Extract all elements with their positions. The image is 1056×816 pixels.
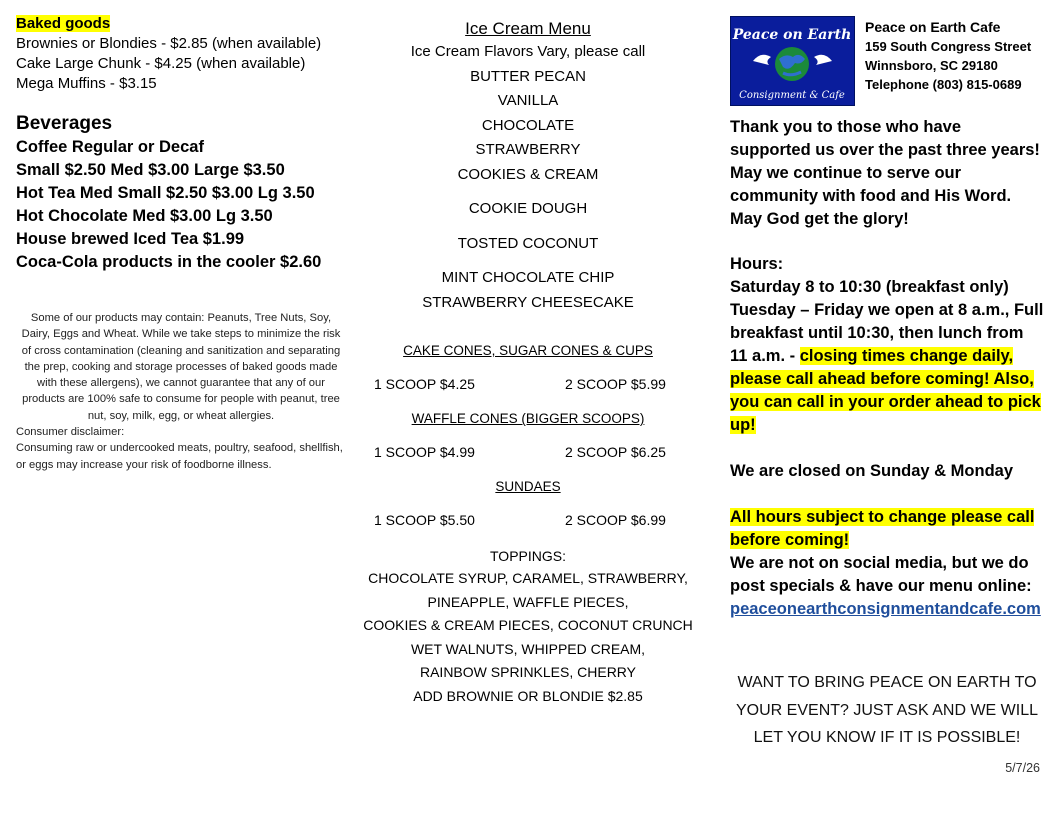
topping-line: PINEAPPLE, WAFFLE PIECES, [427,593,629,610]
cafe-header [730,14,1044,104]
topping-line: CHOCOLATE SYRUP, CARAMEL, STRAWBERRY, [368,570,688,586]
cafe-logo [730,16,855,106]
hours-saturday: Saturday 8 to 10:30 (breakfast only) [730,278,1009,296]
flavor-item: BUTTER PECAN [470,67,586,85]
flavor-item: STRAWBERRY CHEESECAKE [422,293,634,311]
waffle-heading: WAFFLE CONES (BIGGER SCOOPS) [411,411,645,426]
price-two-scoop: 2 SCOOP $6.25 [565,444,666,460]
flavors-note: Ice Cream Flavors Vary, please call [410,43,646,60]
hours-notice: All hours subject to change please call before coming! [730,508,1035,549]
globe-icon [775,47,809,81]
beverage-item: Small $2.50 Med $3.00 Large $3.50 [16,161,285,179]
flavor-item: CHOCOLATE [481,116,575,134]
right-column [730,14,1044,752]
cones-heading: CAKE CONES, SUGAR CONES & CUPS [403,343,653,358]
flavor-item: COOKIE DOUGH [468,200,588,217]
cones-prices [360,373,696,395]
price-two-scoop: 2 SCOOP $6.99 [565,512,666,528]
closing-note: closing times change daily, please call ahead before coming! Also, you can call in your order ahead to pick up! [730,347,1041,434]
price-one-scoop: 1 SCOOP $5.50 [374,512,475,528]
toppings-title: TOPPINGS: [490,548,566,564]
event-callout: WANT TO BRING PEACE ON EARTH TO YOUR EVENT? JUST ASK AND WE WILL LET YOU KNOW IF IT IS POSSIBLE! [736,674,1038,746]
cafe-name: Peace on Earth Cafe [865,19,1001,35]
baked-item: Cake Large Chunk - $4.25 (when available) [16,55,306,72]
sundae-prices [360,509,696,531]
baked-item: Mega Muffins - $3.15 [16,75,157,92]
consumer-disclaimer-text: Consuming raw or undercooked meats, poultry, seafood, shellfish, or eggs may increase your risk of foodborne illness. [16,442,343,472]
flavor-item: STRAWBERRY [475,141,581,158]
price-two-scoop: 2 SCOOP $5.99 [565,376,666,392]
baked-item: Brownies or Blondies - $2.85 (when available) [16,35,322,52]
ice-cream-title: Ice Cream Menu [465,19,591,38]
topping-line: WET WALNUTS, WHIPPED CREAM, [410,640,646,657]
flavor-item: MINT CHOCOLATE CHIP [441,269,615,286]
consumer-disclaimer-label: Consumer disclaimer: [16,426,125,439]
logo-title: Peace on Earth [732,27,852,43]
closed-days: We are closed on Sunday & Monday [730,462,1014,480]
flavor-item: VANILLA [497,92,559,109]
sundaes-heading: SUNDAES [495,479,561,494]
topping-line: COOKIES & CREAM PIECES, COCONUT CRUNCH [363,617,693,633]
flavor-item: COOKIES & CREAM [457,165,599,183]
beverage-item: Hot Tea Med Small $2.50 $3.00 Lg 3.50 [16,184,315,202]
waffle-prices [360,441,696,463]
cafe-city: Winnsboro, SC 29180 [865,58,998,73]
hours-title: Hours: [730,255,784,273]
beverage-item: Coffee Regular or Decaf [16,138,204,156]
cafe-street: 159 South Congress Street [865,39,1032,54]
logo-subtitle: Consignment & Cafe [739,90,845,101]
social-note: We are not on social media, but we do post specials & have our menu online: [730,554,1032,595]
topping-line: ADD BROWNIE OR BLONDIE $2.85 [413,687,643,704]
ice-cream-menu [360,14,696,708]
price-one-scoop: 1 SCOOP $4.99 [374,444,475,460]
cafe-phone: Telephone (803) 815-0689 [865,77,1022,92]
topping-line: RAINBOW SPRINKLES, CHERRY [419,664,636,680]
website-link[interactable]: peaceonearthconsignmentandcafe.com [730,600,1041,618]
left-column [16,14,346,474]
hours-weekdays: Tuesday – Friday we open at 8 a.m., Full breakfast until 10:30, then lunch from 11 a.m. - closing times change daily, please call ahead before coming! Also, you can call in your order ahead to pick up! [730,301,1044,434]
cafe-info [865,18,1056,94]
flavor-item: TOSTED COCONUT [457,234,599,252]
beverage-item: Coca-Cola products in the cooler $2.60 [16,253,322,271]
baked-goods-title: Baked goods [16,15,111,32]
beverage-item: Hot Chocolate Med $3.00 Lg 3.50 [16,207,273,225]
print-date: 5/7/26 [1005,761,1040,775]
price-one-scoop: 1 SCOOP $4.25 [374,376,475,392]
allergen-notice: Some of our products may contain: Peanuts, Tree Nuts, Soy, Dairy, Eggs and Wheat. While we take steps to minimize the risk of cross contamination (cleaning and sanitization and separating the prep, cooking and storage processes of baked goods made with these allergens), we cannot guarantee that any of our products are 100% safe to consume for people with peanut, tree nut, soy, milk, egg, or wheat allergies. [21,312,341,422]
beverages-title: Beverages [16,113,113,134]
thanks-message: Thank you to those who have supported us over the past three years! May we continue to serve our community with food and His Word. May God get the glory! [730,118,1040,228]
beverage-item: House brewed Iced Tea $1.99 [16,230,245,248]
